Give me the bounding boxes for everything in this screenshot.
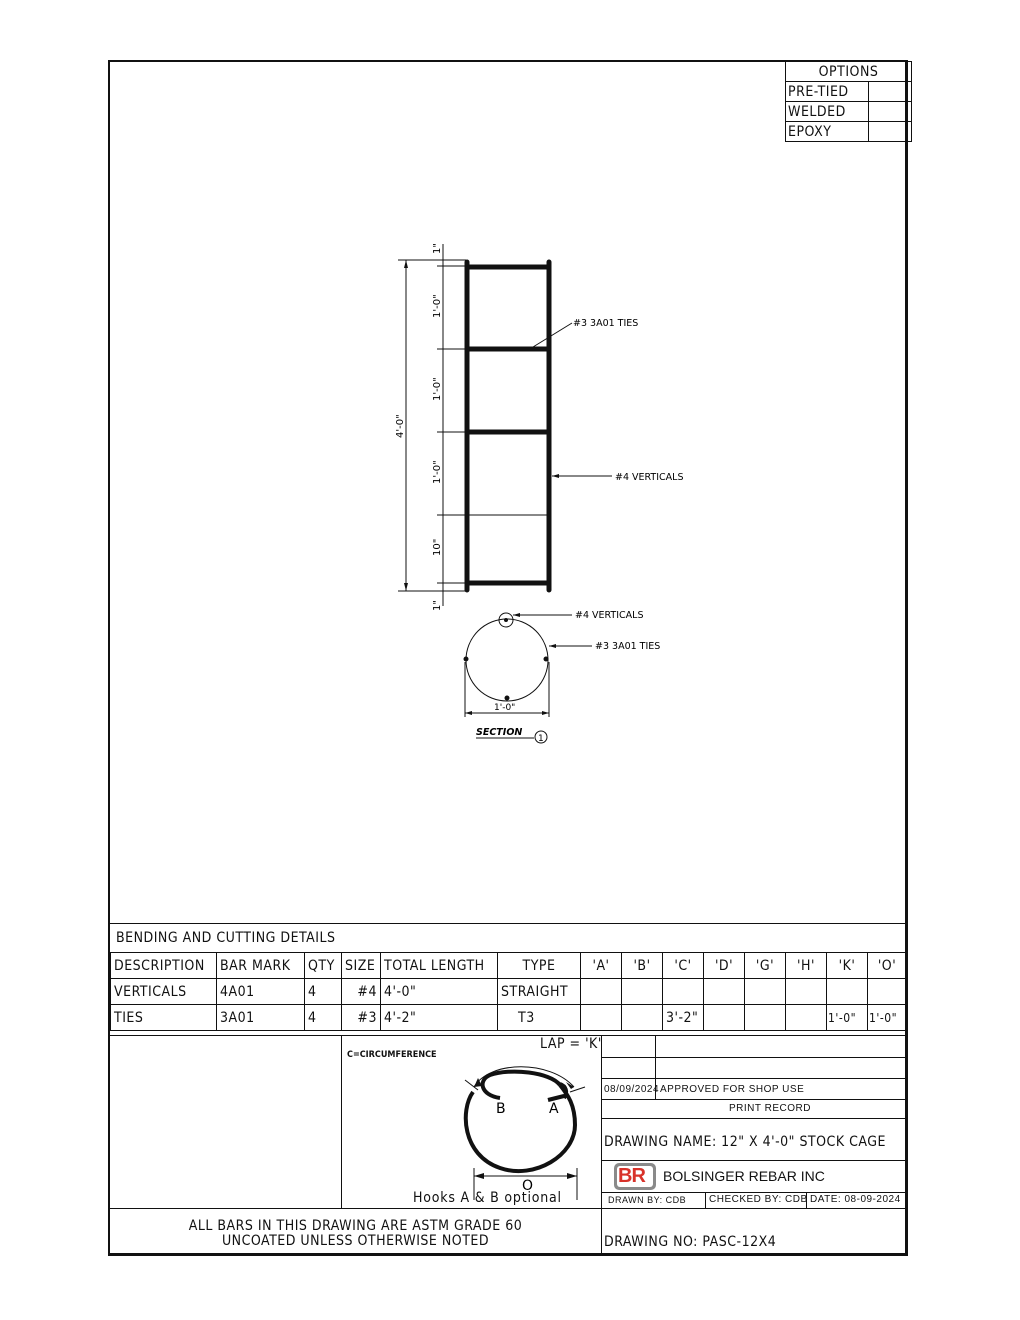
cell: T3 bbox=[498, 1005, 581, 1031]
overall-dim: 4'-0" bbox=[395, 414, 406, 438]
col-header: 'H' bbox=[786, 953, 827, 979]
col-header: 'A' bbox=[581, 953, 622, 979]
section-verticals-callout: #4 VERTICALS bbox=[575, 610, 644, 621]
cell bbox=[704, 979, 745, 1005]
col-header: 'D' bbox=[704, 953, 745, 979]
dim-bottom-1in: 1" bbox=[432, 600, 443, 611]
bending-title: BENDING AND CUTTING DETAILS bbox=[116, 930, 336, 946]
cell: 3A01 bbox=[217, 1005, 305, 1031]
col-header: 'O' bbox=[868, 953, 907, 979]
drawing-number: DRAWING NO: PASC-12X4 bbox=[604, 1234, 777, 1250]
divider bbox=[705, 1192, 706, 1208]
col-header: 'G' bbox=[745, 953, 786, 979]
bending-table bbox=[110, 952, 907, 1031]
cell bbox=[581, 1005, 622, 1031]
general-notes bbox=[110, 1219, 601, 1249]
dim-seg-1: 1'-0" bbox=[432, 294, 443, 318]
section-diameter-dim: 1'-0" bbox=[494, 703, 516, 713]
option-epoxy: EPOXY bbox=[786, 122, 869, 142]
divider bbox=[601, 1208, 908, 1209]
col-header: QTY bbox=[305, 953, 342, 979]
divider bbox=[110, 1035, 908, 1036]
cell bbox=[827, 979, 868, 1005]
cell bbox=[622, 979, 663, 1005]
divider bbox=[601, 1035, 602, 1256]
cell bbox=[745, 1005, 786, 1031]
notes-line-1: ALL BARS IN THIS DRAWING ARE ASTM GRADE 60 bbox=[188, 1218, 523, 1234]
divider bbox=[601, 1057, 908, 1058]
cell: 1'-0" bbox=[868, 1005, 907, 1031]
cell bbox=[663, 979, 704, 1005]
cell bbox=[868, 979, 907, 1005]
cell: 1'-0" bbox=[827, 1005, 868, 1031]
table-header-row bbox=[111, 953, 907, 979]
hook-b-label: B bbox=[496, 1101, 506, 1117]
dim-top-1in: 1" bbox=[432, 243, 443, 254]
cell bbox=[786, 1005, 827, 1031]
cell: TIES bbox=[111, 1005, 217, 1031]
dim-seg-3: 1'-0" bbox=[432, 460, 443, 484]
divider bbox=[601, 1118, 908, 1119]
cell: 3'-2" bbox=[663, 1005, 704, 1031]
drawing-name: DRAWING NAME: 12" X 4'-0" STOCK CAGE bbox=[604, 1134, 886, 1150]
table-row bbox=[111, 979, 907, 1005]
notes-line-2: UNCOATED UNLESS OTHERWISE NOTED bbox=[221, 1233, 490, 1249]
cell: 4'-2" bbox=[381, 1005, 498, 1031]
divider bbox=[601, 1099, 908, 1100]
col-header: SIZE bbox=[342, 953, 381, 979]
circumference-note: C=CIRCUMFERENCE bbox=[347, 1050, 437, 1060]
logo-text: BR bbox=[618, 1165, 645, 1187]
cell: #4 bbox=[342, 979, 381, 1005]
print-record: PRINT RECORD bbox=[729, 1103, 811, 1114]
option-pre-tied: PRE-TIED bbox=[786, 82, 869, 102]
cell bbox=[581, 979, 622, 1005]
company-logo bbox=[614, 1163, 656, 1190]
company-name: BOLSINGER REBAR INC bbox=[663, 1168, 825, 1184]
cell bbox=[704, 1005, 745, 1031]
ties-callout: #3 3A01 TIES bbox=[573, 318, 639, 329]
cell: 4 bbox=[305, 1005, 342, 1031]
drawing-date: DATE: 08-09-2024 bbox=[810, 1194, 901, 1205]
col-header: 'B' bbox=[622, 953, 663, 979]
divider bbox=[110, 923, 908, 924]
table-row bbox=[111, 1005, 907, 1031]
hooks-note: Hooks A & B optional bbox=[413, 1190, 562, 1206]
cell: VERTICALS bbox=[111, 979, 217, 1005]
dim-seg-4: 10" bbox=[432, 538, 443, 556]
col-header: BAR MARK bbox=[217, 953, 305, 979]
col-header: 'K' bbox=[827, 953, 868, 979]
col-header: DESCRIPTION bbox=[111, 953, 217, 979]
divider bbox=[601, 1192, 908, 1193]
divider bbox=[601, 1160, 908, 1161]
options-header: OPTIONS bbox=[786, 62, 912, 82]
cell bbox=[622, 1005, 663, 1031]
divider bbox=[341, 1035, 342, 1208]
col-header: TOTAL LENGTH bbox=[381, 953, 498, 979]
dim-seg-2: 1'-0" bbox=[432, 377, 443, 401]
cell: 4 bbox=[305, 979, 342, 1005]
dim-o-label: O bbox=[522, 1178, 534, 1194]
col-header: 'C' bbox=[663, 953, 704, 979]
approval-date: 08/09/2024 bbox=[604, 1084, 660, 1095]
drawn-by: DRAWN BY: CDB bbox=[608, 1195, 687, 1205]
divider bbox=[601, 1078, 908, 1079]
lap-label: LAP = 'K' bbox=[540, 1036, 602, 1052]
verticals-callout: #4 VERTICALS bbox=[615, 472, 684, 483]
hook-a-label: A bbox=[549, 1101, 559, 1117]
cell: STRAIGHT bbox=[498, 979, 581, 1005]
section-ties-callout: #3 3A01 TIES bbox=[595, 641, 661, 652]
checked-by: CHECKED BY: CDB bbox=[709, 1194, 808, 1205]
col-header: TYPE bbox=[498, 953, 581, 979]
approval-text: APPROVED FOR SHOP USE bbox=[660, 1084, 805, 1095]
cell bbox=[745, 979, 786, 1005]
cell: #3 bbox=[342, 1005, 381, 1031]
cell bbox=[786, 979, 827, 1005]
section-number: 1 bbox=[538, 734, 544, 744]
option-welded: WELDED bbox=[786, 102, 869, 122]
cell: 4A01 bbox=[217, 979, 305, 1005]
cell: 4'-0" bbox=[381, 979, 498, 1005]
tie-shape-diagram bbox=[440, 1050, 600, 1210]
section-title: SECTION bbox=[476, 727, 523, 738]
